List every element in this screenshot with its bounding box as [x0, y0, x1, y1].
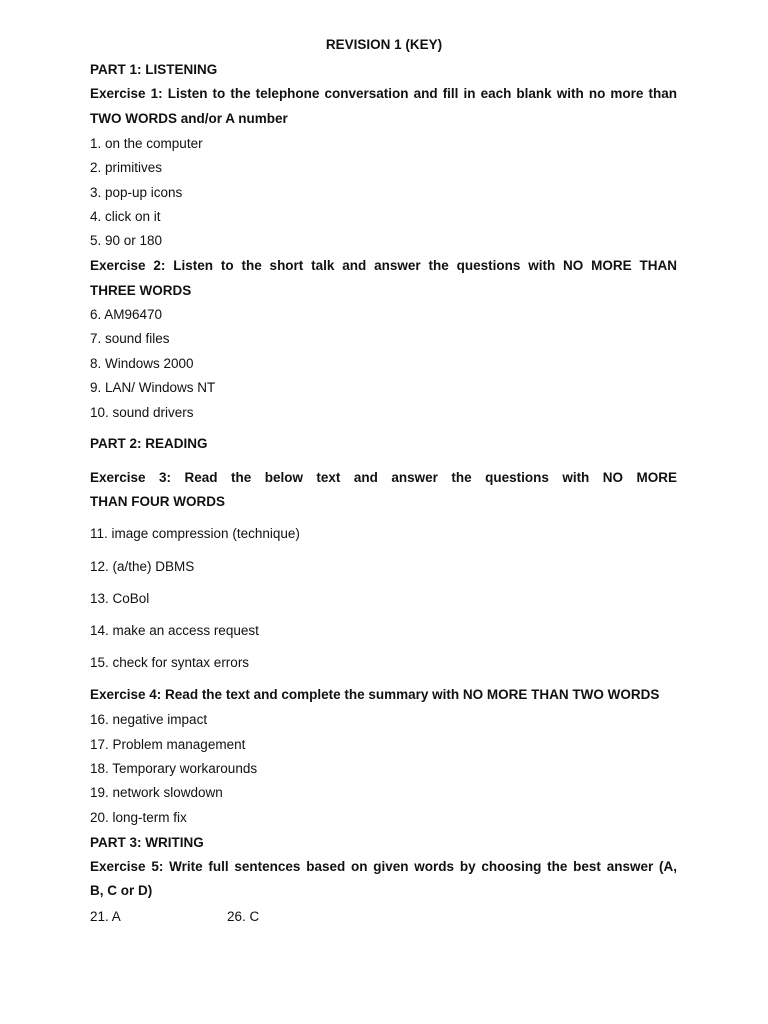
part3-heading: PART 3: WRITING: [90, 835, 204, 850]
exercise4-instruction: Exercise 4: Read the text and complete the summary with NO MORE THAN TWO WORDS: [90, 687, 660, 702]
exercise3-instruction-line1: Exercise 3: Read the below text and answer the questions with NO MORE: [90, 470, 677, 485]
answer-item: 19. network slowdown: [90, 785, 223, 800]
answer-item: 2. primitives: [90, 160, 163, 175]
answer-item: 5. 90 or 180: [90, 233, 163, 248]
answer-item: 13. CoBol: [90, 591, 150, 606]
exercise3-instruction-line2: THAN FOUR WORDS: [90, 494, 225, 509]
answer-item: 1. on the computer: [90, 136, 203, 151]
part1-heading: PART 1: LISTENING: [90, 62, 218, 77]
answer-item: 15. check for syntax errors: [90, 655, 250, 670]
exercise2-instruction-line1: Exercise 2: Listen to the short talk and answer the questions with NO MORE THAN: [90, 258, 677, 273]
answer-item: 4. click on it: [90, 209, 161, 224]
answer-item: 16. negative impact: [90, 712, 208, 727]
answer-item: 21. A: [90, 909, 121, 924]
answer-item: 20. long-term fix: [90, 810, 187, 825]
page-title: REVISION 1 (KEY): [325, 37, 443, 52]
answer-item: 3. pop-up icons: [90, 185, 183, 200]
part2-heading: PART 2: READING: [90, 436, 208, 451]
exercise1-instruction-line2: TWO WORDS and/or A number: [90, 111, 288, 126]
exercise1-instruction-line1: Exercise 1: Listen to the telephone conversation and fill in each blank with no more than: [90, 86, 677, 101]
exercise2-instruction-line2: THREE WORDS: [90, 283, 192, 298]
answer-item: 11. image compression (technique): [90, 526, 300, 541]
answer-item: 26. C: [227, 909, 260, 924]
answer-item: 18. Temporary workarounds: [90, 761, 258, 776]
exercise5-instruction-line2: B, C or D): [90, 883, 153, 898]
answer-item: 9. LAN/ Windows NT: [90, 380, 216, 395]
exercise5-instruction-line1: Exercise 5: Write full sentences based on given words by choosing the best answer (A,: [90, 859, 677, 874]
answer-item: 6. AM96470: [90, 307, 163, 322]
answer-item: 17. Problem management: [90, 737, 246, 752]
answer-item: 10. sound drivers: [90, 405, 194, 420]
answer-item: 14. make an access request: [90, 623, 259, 638]
answer-item: 7. sound files: [90, 331, 170, 346]
answer-item: 12. (a/the) DBMS: [90, 559, 195, 574]
answer-item: 8. Windows 2000: [90, 356, 194, 371]
